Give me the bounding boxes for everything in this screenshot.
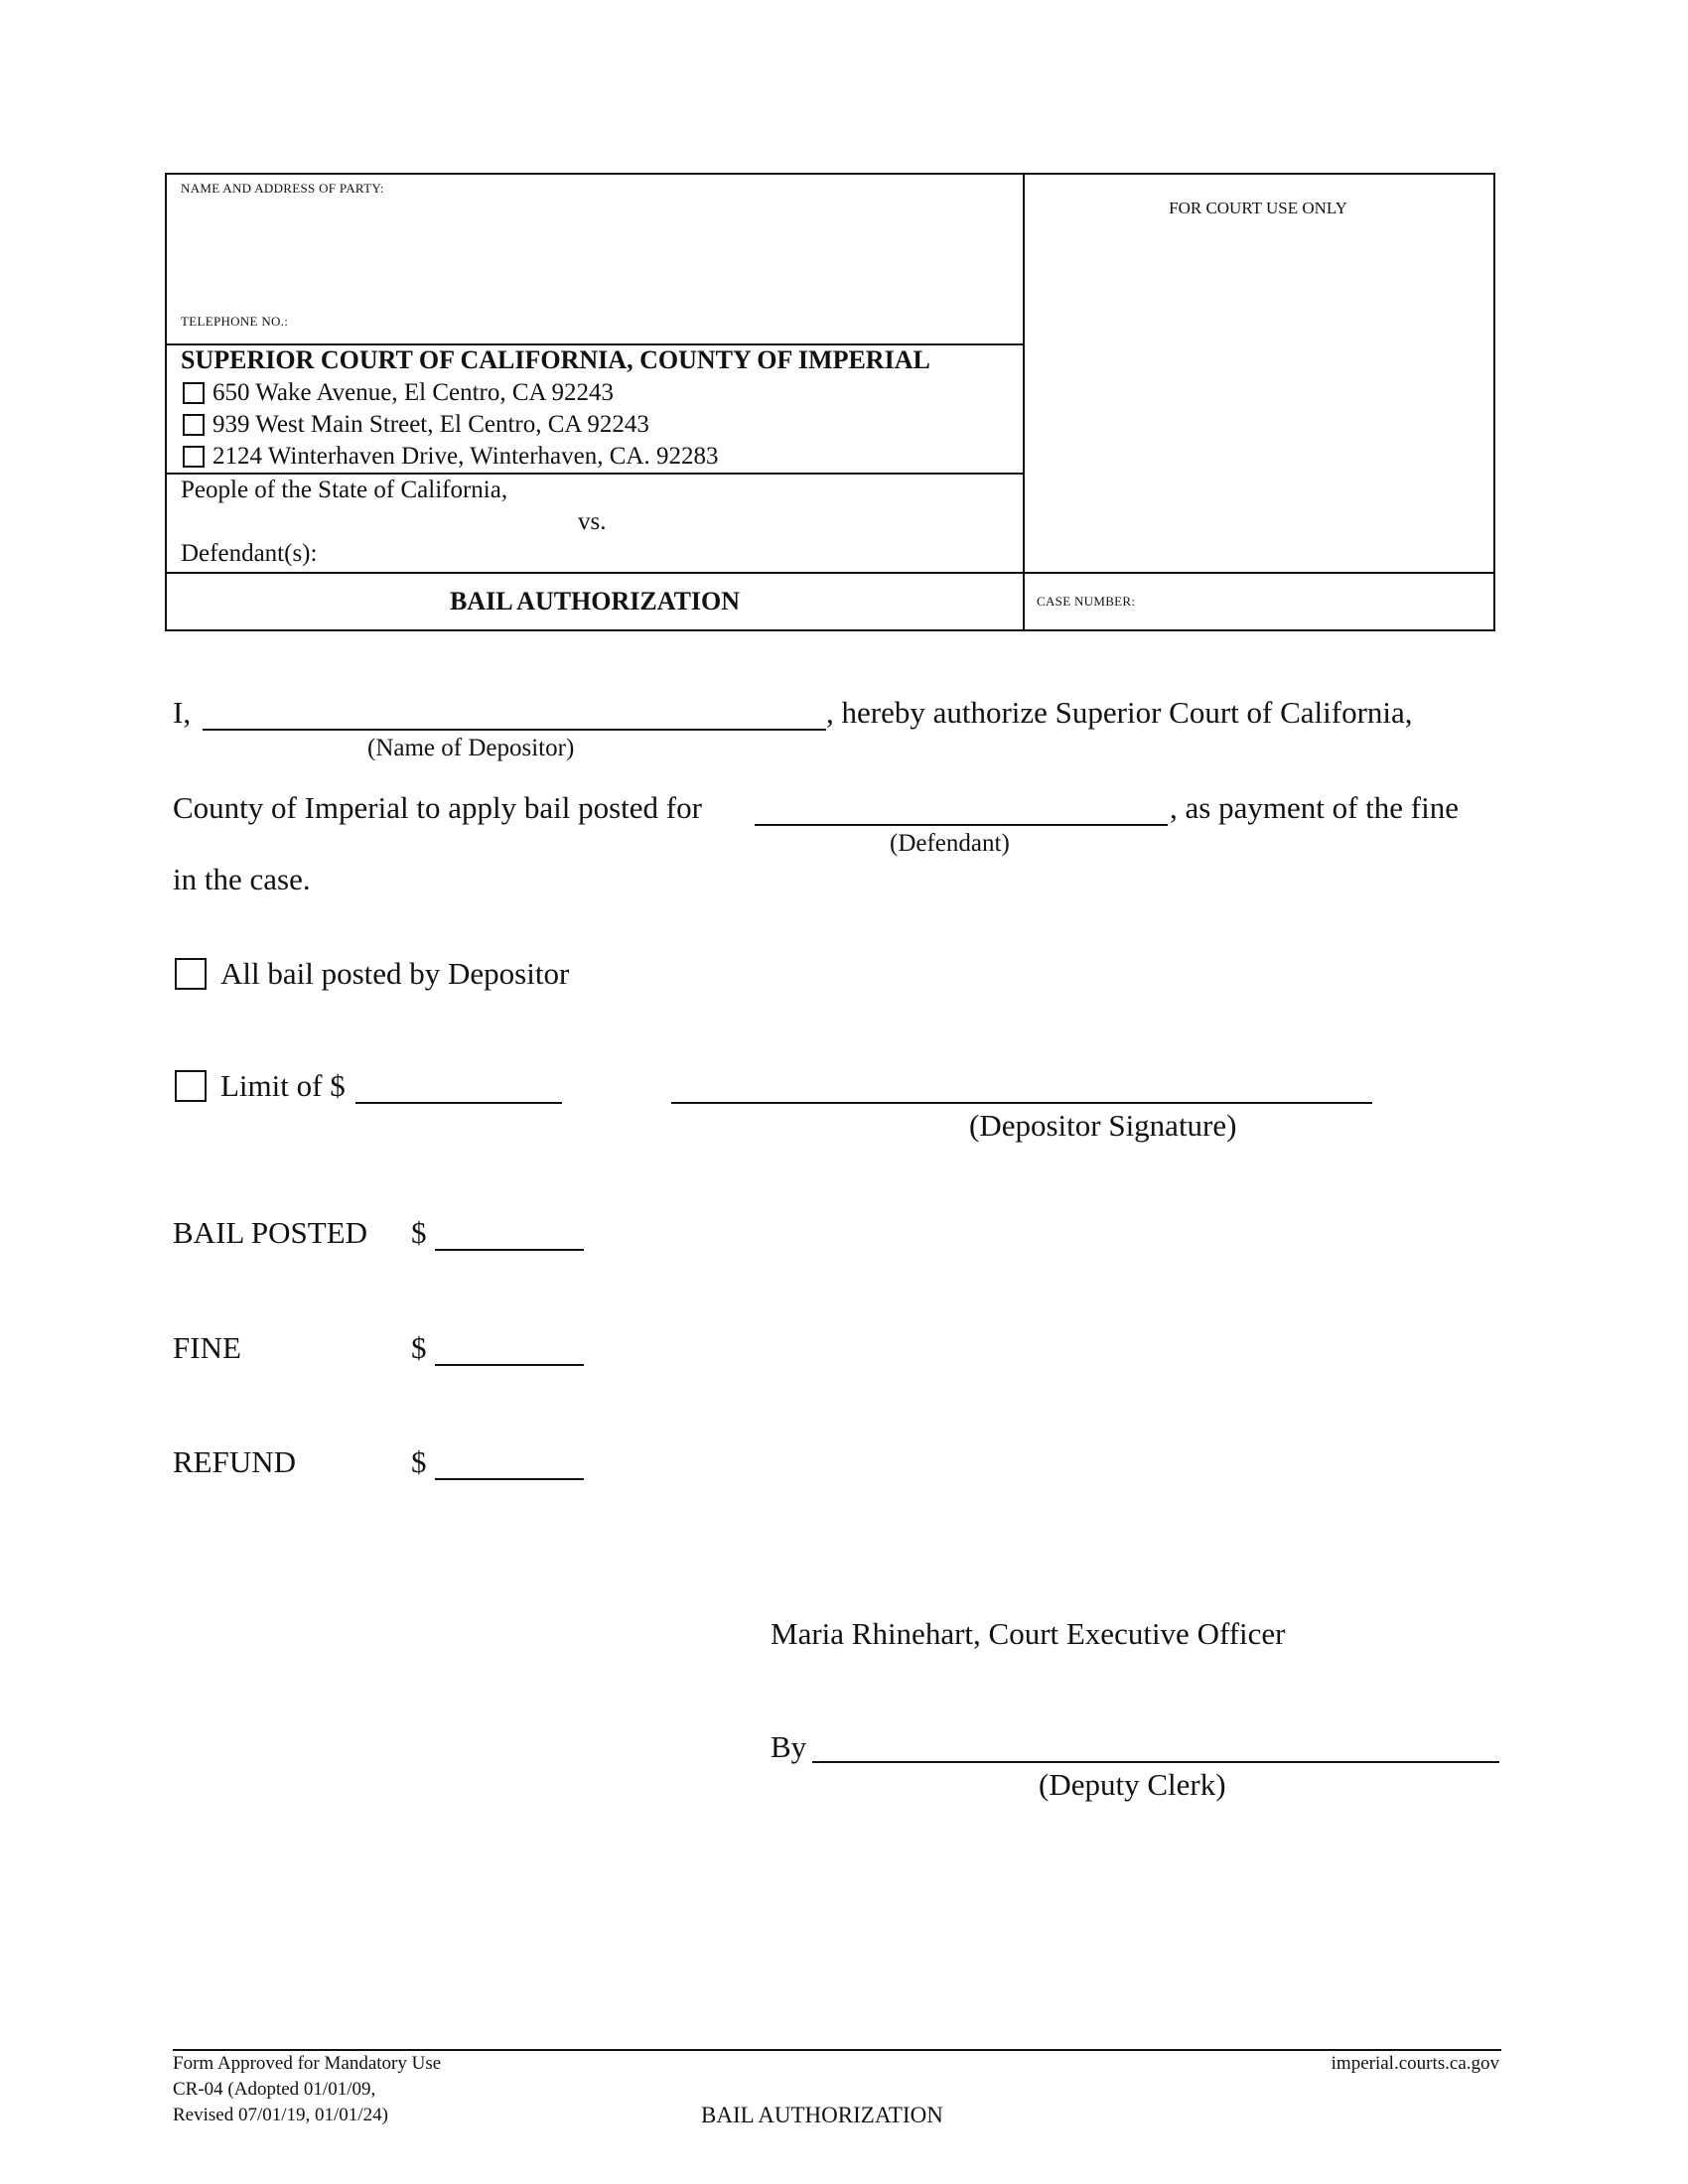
by-label: By: [771, 1729, 807, 1764]
limit-label: Limit of $: [220, 1068, 346, 1103]
option-limit: [175, 1068, 346, 1104]
versus-text: vs.: [578, 508, 607, 535]
auth-line3: in the case.: [173, 862, 311, 896]
footer-title: BAIL AUTHORIZATION: [701, 2103, 943, 2127]
footer-website[interactable]: imperial.courts.ca.gov: [1331, 2053, 1499, 2074]
address-1-checkbox[interactable]: [183, 382, 205, 404]
refund-currency: $: [411, 1444, 427, 1479]
auth-line2-start: County of Imperial to apply bail posted for: [173, 790, 702, 825]
auth-line2-end: , as payment of the fine: [1170, 790, 1459, 825]
option-all-bail: [175, 956, 569, 992]
fine-amount-line[interactable]: [435, 1364, 584, 1366]
refund-label: REFUND: [173, 1444, 297, 1479]
officer-name-title: Maria Rhinehart, Court Executive Officer: [771, 1616, 1286, 1651]
depositor-signature-caption: (Depositor Signature): [969, 1108, 1237, 1143]
all-bail-checkbox[interactable]: [175, 958, 207, 990]
court-name: SUPERIOR COURT OF CALIFORNIA, COUNTY OF IMPERIAL: [181, 345, 930, 374]
column-divider: [1023, 175, 1025, 629]
depositor-name-line[interactable]: [203, 729, 826, 731]
telephone-label: TELEPHONE NO.:: [181, 314, 289, 329]
depositor-name-caption: (Name of Depositor): [367, 735, 575, 761]
defendant-name-line[interactable]: [755, 824, 1168, 826]
bail-posted-label: BAIL POSTED: [173, 1215, 368, 1250]
address-2-checkbox[interactable]: [183, 414, 205, 436]
form-title: BAIL AUTHORIZATION: [449, 587, 741, 615]
case-number-label: CASE NUMBER:: [1037, 594, 1136, 609]
fine-label: FINE: [173, 1330, 241, 1365]
footer-form-id: CR-04 (Adopted 01/01/09,: [173, 2079, 376, 2100]
plaintiff-text: People of the State of California,: [181, 477, 508, 503]
address-option-1: [183, 379, 614, 407]
address-option-3: [183, 443, 718, 471]
address-3-checkbox[interactable]: [183, 446, 205, 468]
divider-court-parties: [167, 473, 1023, 475]
footer-rule: [173, 2049, 1501, 2051]
limit-checkbox[interactable]: [175, 1070, 207, 1102]
limit-amount-line[interactable]: [355, 1102, 562, 1104]
footer-revised: Revised 07/01/19, 01/01/24): [173, 2105, 388, 2125]
address-option-2: [183, 411, 649, 439]
footer-approval: Form Approved for Mandatory Use: [173, 2053, 442, 2074]
depositor-signature-line[interactable]: [671, 1102, 1372, 1104]
caption-header-box: [165, 173, 1495, 631]
auth-line1-end: , hereby authorize Superior Court of California,: [826, 695, 1413, 730]
bail-posted-amount-line[interactable]: [435, 1249, 584, 1251]
address-3-text: 2124 Winterhaven Drive, Winterhaven, CA. 92283: [212, 443, 719, 470]
address-2-text: 939 West Main Street, El Centro, CA 92243: [212, 411, 649, 438]
deputy-clerk-caption: (Deputy Clerk): [1039, 1767, 1226, 1802]
auth-line1-start: I,: [173, 695, 192, 730]
deputy-clerk-signature-line[interactable]: [812, 1761, 1499, 1763]
address-1-text: 650 Wake Avenue, El Centro, CA 92243: [212, 379, 614, 406]
bail-posted-currency: $: [411, 1215, 427, 1250]
defendant-caption: (Defendant): [890, 830, 1010, 857]
refund-amount-line[interactable]: [435, 1478, 584, 1480]
fine-currency: $: [411, 1330, 427, 1365]
court-use-label: FOR COURT USE ONLY: [1169, 199, 1347, 217]
defendant-label: Defendant(s):: [181, 540, 318, 567]
all-bail-label: All bail posted by Depositor: [220, 956, 570, 991]
party-label: NAME AND ADDRESS OF PARTY:: [181, 181, 384, 196]
